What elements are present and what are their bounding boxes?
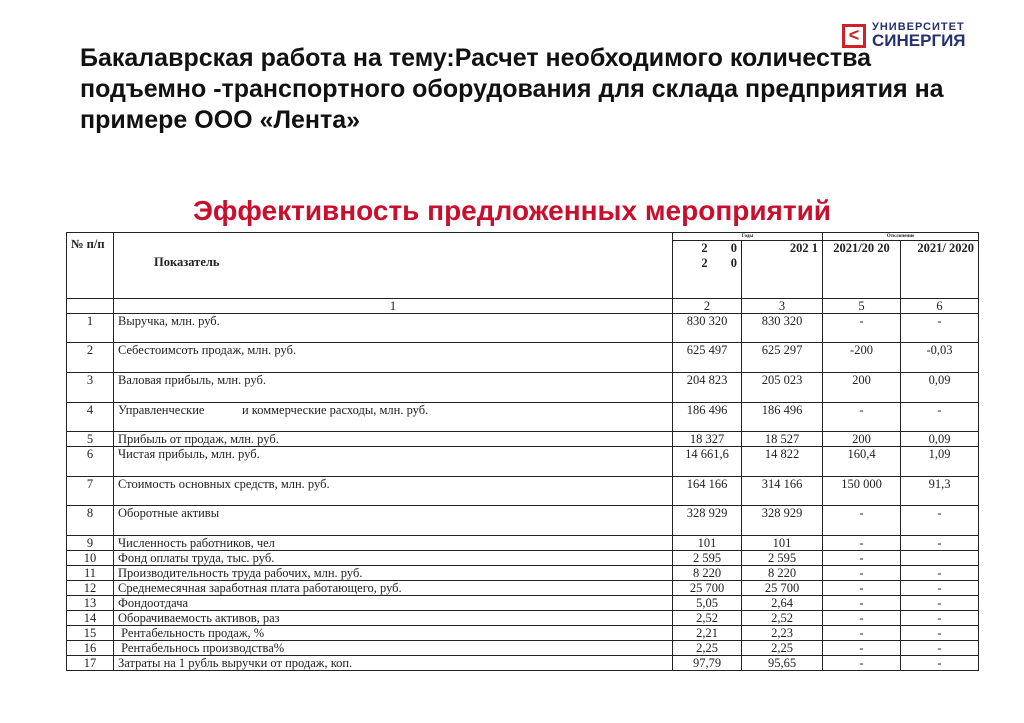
row-number: 16	[67, 641, 114, 656]
value-2021: 625 297	[742, 343, 823, 373]
indicator-name: Рентабельнось производства%	[114, 641, 673, 656]
row-number: 1	[67, 314, 114, 343]
deviation-rel: 0,09	[901, 373, 979, 403]
col-number: 1	[114, 299, 673, 314]
indicator-name: Производительность труда рабочих, млн. руб.	[114, 566, 673, 581]
indicator-name: Среднемесячная заработная плата работающего, руб.	[114, 581, 673, 596]
row-number: 4	[67, 403, 114, 432]
deviation-rel: -	[901, 314, 979, 343]
efficiency-table	[66, 232, 979, 671]
deviation-rel: -	[901, 506, 979, 536]
value-2020: 164 166	[673, 477, 742, 506]
row-number: 6	[67, 447, 114, 477]
value-2021: 101	[742, 536, 823, 551]
row-number: 15	[67, 626, 114, 641]
deviation-rel: -	[901, 566, 979, 581]
value-2021: 328 929	[742, 506, 823, 536]
indicator-name: Фондоотдача	[114, 596, 673, 611]
value-2021: 2,64	[742, 596, 823, 611]
indicator-name: Численность работников, чел	[114, 536, 673, 551]
value-2020: 830 320	[673, 314, 742, 343]
value-2021: 830 320	[742, 314, 823, 343]
indicator-name: Затраты на 1 рубль выручки от продаж, коп.	[114, 656, 673, 671]
header-dev-rel: 2021/ 2020	[901, 241, 979, 299]
table-row	[67, 314, 979, 343]
table-row	[67, 641, 979, 656]
table-row	[67, 596, 979, 611]
table-row	[67, 656, 979, 671]
deviation-rel: -	[901, 626, 979, 641]
table-row	[67, 477, 979, 506]
deviation-rel: 91,3	[901, 477, 979, 506]
row-number: 14	[67, 611, 114, 626]
indicator-name: Чистая прибыль, млн. руб.	[114, 447, 673, 477]
row-number: 2	[67, 343, 114, 373]
header-deviation: Отклонение	[823, 233, 979, 241]
deviation-abs: -200	[823, 343, 901, 373]
value-2021: 186 496	[742, 403, 823, 432]
value-2021: 2 595	[742, 551, 823, 566]
value-2021: 8 220	[742, 566, 823, 581]
deviation-rel: -	[901, 611, 979, 626]
deviation-rel: -	[901, 656, 979, 671]
header-years: Годы	[673, 233, 823, 241]
row-number: 11	[67, 566, 114, 581]
row-number: 17	[67, 656, 114, 671]
table-row	[67, 506, 979, 536]
indicator-name: Управленческие и коммерческие расходы, млн. руб.	[114, 403, 673, 432]
row-number: 5	[67, 432, 114, 447]
header-2020: 2 0 2 0	[673, 241, 742, 299]
indicator-name: Стоимость основных средств, млн. руб.	[114, 477, 673, 506]
value-2020: 186 496	[673, 403, 742, 432]
value-2020: 625 497	[673, 343, 742, 373]
value-2021: 25 700	[742, 581, 823, 596]
row-number: 3	[67, 373, 114, 403]
logo-line1: УНИВЕРСИТЕТ	[872, 21, 965, 33]
deviation-abs: -	[823, 566, 901, 581]
value-2021: 95,65	[742, 656, 823, 671]
deviation-abs: -	[823, 536, 901, 551]
col-number: 5	[823, 299, 901, 314]
slide-subtitle: Эффективность предложенных мероприятий	[192, 195, 832, 226]
deviation-rel: -	[901, 641, 979, 656]
row-number: 8	[67, 506, 114, 536]
table-row	[67, 611, 979, 626]
row-number: 13	[67, 596, 114, 611]
value-2021: 14 822	[742, 447, 823, 477]
value-2020: 8 220	[673, 566, 742, 581]
table-row	[67, 566, 979, 581]
deviation-rel: -0,03	[901, 343, 979, 373]
value-2020: 2 595	[673, 551, 742, 566]
deviation-abs: -	[823, 581, 901, 596]
row-number: 9	[67, 536, 114, 551]
value-2020: 328 929	[673, 506, 742, 536]
col-number: 3	[742, 299, 823, 314]
table-row	[67, 432, 979, 447]
deviation-abs: -	[823, 403, 901, 432]
value-2020: 97,79	[673, 656, 742, 671]
value-2020: 25 700	[673, 581, 742, 596]
deviation-rel: -	[901, 596, 979, 611]
deviation-abs: -	[823, 596, 901, 611]
deviation-rel: 1,09	[901, 447, 979, 477]
deviation-abs: 200	[823, 373, 901, 403]
table-row	[67, 551, 979, 566]
slide-title: Бакалаврская работа на тему:Расчет необходимого количества подъемно -транспортного оборудования для склада предприятия на примере ООО «Лента»	[80, 44, 944, 134]
table-row	[67, 581, 979, 596]
value-2020: 14 661,6	[673, 447, 742, 477]
header-2021: 202 1	[742, 241, 823, 299]
table-row	[67, 447, 979, 477]
value-2020: 101	[673, 536, 742, 551]
logo-line2: СИНЕРГИЯ	[872, 31, 966, 50]
header-dev-abs: 2021/20 20	[823, 241, 901, 299]
indicator-name: Прибыль от продаж, млн. руб.	[114, 432, 673, 447]
row-number: 7	[67, 477, 114, 506]
deviation-abs: 150 000	[823, 477, 901, 506]
value-2020: 2,25	[673, 641, 742, 656]
logo-chevron-icon: <	[842, 24, 866, 48]
value-2020: 2,21	[673, 626, 742, 641]
deviation-rel: -	[901, 581, 979, 596]
deviation-abs: -	[823, 506, 901, 536]
indicator-name: Выручка, млн. руб.	[114, 314, 673, 343]
col-number: 2	[673, 299, 742, 314]
value-2021: 205 023	[742, 373, 823, 403]
deviation-rel: 0,09	[901, 432, 979, 447]
value-2020: 5,05	[673, 596, 742, 611]
indicator-name: Оборотные активы	[114, 506, 673, 536]
value-2021: 314 166	[742, 477, 823, 506]
deviation-abs: -	[823, 656, 901, 671]
col-number: 6	[901, 299, 979, 314]
row-number: 10	[67, 551, 114, 566]
value-2021: 2,23	[742, 626, 823, 641]
deviation-abs: 160,4	[823, 447, 901, 477]
indicator-name: Оборачиваемость активов, раз	[114, 611, 673, 626]
indicator-name: Себестоимсоть продаж, млн. руб.	[114, 343, 673, 373]
table-row	[67, 626, 979, 641]
indicator-name: Валовая прибыль, млн. руб.	[114, 373, 673, 403]
row-number: 12	[67, 581, 114, 596]
deviation-rel: -	[901, 536, 979, 551]
value-2021: 2,52	[742, 611, 823, 626]
deviation-abs: -	[823, 314, 901, 343]
deviation-abs: -	[823, 626, 901, 641]
value-2020: 18 327	[673, 432, 742, 447]
table-row	[67, 536, 979, 551]
indicator-name: Рентабельность продаж, %	[114, 626, 673, 641]
header-number: № п/п	[67, 233, 114, 299]
table-row	[67, 373, 979, 403]
table-row	[67, 343, 979, 373]
deviation-abs: -	[823, 551, 901, 566]
deviation-rel	[901, 551, 979, 566]
value-2021: 18 527	[742, 432, 823, 447]
table-row	[67, 403, 979, 432]
value-2020: 2,52	[673, 611, 742, 626]
deviation-abs: 200	[823, 432, 901, 447]
deviation-rel: -	[901, 403, 979, 432]
value-2021: 2,25	[742, 641, 823, 656]
deviation-abs: -	[823, 611, 901, 626]
value-2020: 204 823	[673, 373, 742, 403]
indicator-name: Фонд оплаты труда, тыс. руб.	[114, 551, 673, 566]
header-indicator: Показатель	[114, 233, 673, 299]
deviation-abs: -	[823, 641, 901, 656]
